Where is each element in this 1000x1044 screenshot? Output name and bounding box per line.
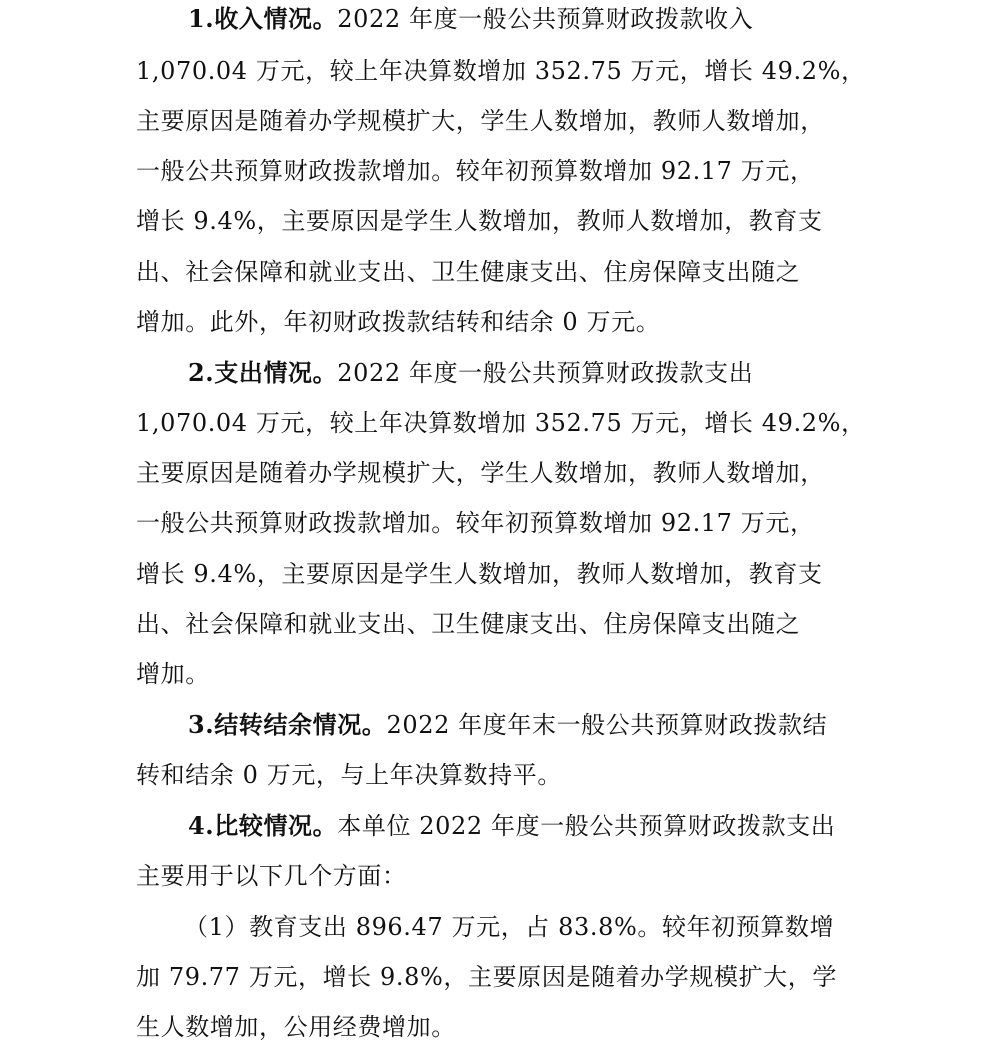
- item-1-line-2: 加 79.77 万元，增长 9.8%，主要原因是随着办学规模扩大，学: [136, 963, 837, 991]
- item-1-line-1: （1）教育支出 896.47 万元，占 83.8%。较年初预算数增: [184, 913, 835, 941]
- section-2-line-2: 1,070.04 万元，较上年决算数增加 352.75 万元，增长 49.2%，: [136, 409, 866, 437]
- section-2-first-line: [188, 356, 753, 390]
- section-4-line-1: 本单位 2022 年度一般公共预算财政拨款支出: [337, 812, 836, 840]
- section-1-line-4: 一般公共预算财政拨款增加。较年初预算数增加 92.17 万元，: [136, 157, 815, 185]
- section-3-first-line: [188, 708, 827, 742]
- section-4-first-line: [188, 809, 835, 843]
- section-2-heading: 2.支出情况。: [188, 358, 338, 387]
- section-1-line-5: 增长 9.4%，主要原因是学生人数增加，教师人数增加，教育支: [136, 207, 823, 235]
- section-1-heading: 1.收入情况。: [188, 4, 338, 33]
- section-1-line-2: 1,070.04 万元，较上年决算数增加 352.75 万元，增长 49.2%，: [136, 57, 866, 85]
- section-1-line-7: 增加。此外，年初财政拨款结转和结余 0 万元。: [136, 308, 661, 336]
- section-2-line-1: 2022 年度一般公共预算财政拨款支出: [337, 359, 754, 387]
- section-4-heading: 4.比较情况。: [188, 811, 338, 840]
- section-2-line-3: 主要原因是随着办学规模扩大，学生人数增加，教师人数增加，: [136, 459, 825, 487]
- section-3-heading: 3.结转结余情况。: [188, 710, 387, 739]
- section-2-line-5: 增长 9.4%，主要原因是学生人数增加，教师人数增加，教育支: [136, 560, 823, 588]
- section-2-line-4: 一般公共预算财政拨款增加。较年初预算数增加 92.17 万元，: [136, 509, 815, 537]
- section-3-line-1: 2022 年度年末一般公共预算财政拨款结: [386, 711, 828, 739]
- section-2-line-7: 增加。: [136, 660, 210, 688]
- section-3-line-2: 转和结余 0 万元，与上年决算数持平。: [136, 761, 562, 789]
- item-1-line-3: 生人数增加，公用经费增加。: [136, 1013, 456, 1041]
- section-4-line-2: 主要用于以下几个方面：: [136, 862, 407, 890]
- section-1-line-3: 主要原因是随着办学规模扩大，学生人数增加，教师人数增加，: [136, 107, 825, 135]
- section-2-line-6: 出、社会保障和就业支出、卫生健康支出、住房保障支出随之: [136, 610, 801, 638]
- section-1-line-1: 2022 年度一般公共预算财政拨款收入: [337, 5, 754, 33]
- section-1-line-6: 出、社会保障和就业支出、卫生健康支出、住房保障支出随之: [136, 258, 801, 286]
- section-1-first-line: [188, 2, 753, 36]
